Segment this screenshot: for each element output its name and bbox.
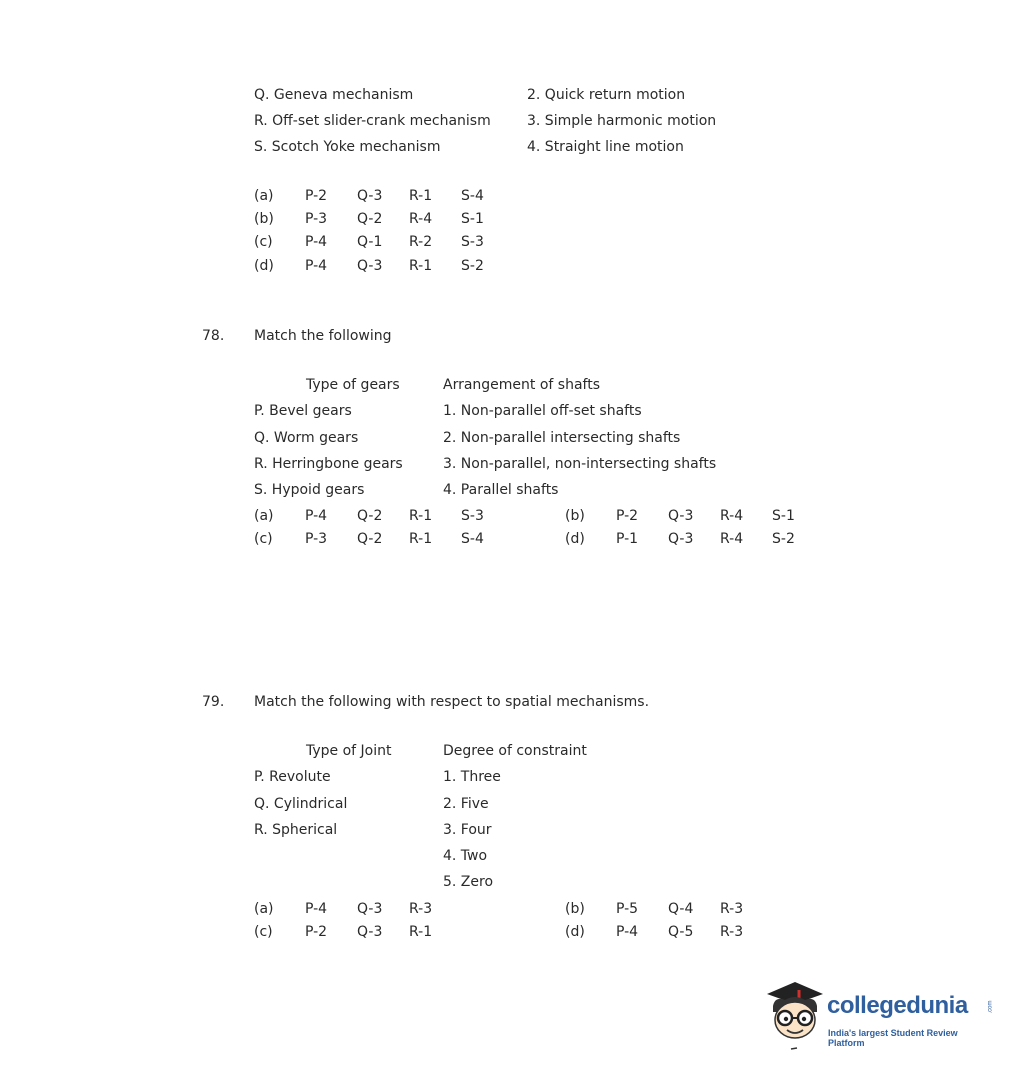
option-q: Q-3 (668, 508, 694, 524)
option-s: S-2 (461, 258, 484, 274)
option-label: (c) (254, 234, 273, 250)
option-label: (a) (254, 508, 274, 524)
option-p: P-3 (305, 531, 328, 547)
option-p: P-4 (305, 508, 328, 524)
option-q: Q-2 (357, 508, 383, 524)
option-label: (b) (565, 901, 585, 917)
q79-right-header: Degree of constraint (443, 743, 587, 759)
option-q: Q-5 (668, 924, 694, 940)
q77-left-item: R. Off-set slider-crank mechanism (254, 113, 491, 129)
q77-right-item: 4. Straight line motion (527, 139, 684, 155)
option-p: P-4 (305, 234, 328, 250)
option-p: P-2 (616, 508, 639, 524)
option-label: (d) (565, 924, 585, 940)
option-r: R-3 (409, 901, 433, 917)
option-label: (d) (565, 531, 585, 547)
collegedunia-logo (765, 982, 995, 1052)
option-r: R-1 (409, 508, 433, 524)
q77-left-item: S. Scotch Yoke mechanism (254, 139, 441, 155)
option-r: R-1 (409, 188, 433, 204)
q78-left-header: Type of gears (306, 377, 400, 393)
q79-number: 79. (202, 694, 225, 710)
q78-number: 78. (202, 328, 225, 344)
q79-right-item: 2. Five (443, 796, 489, 812)
option-s: S-2 (772, 531, 795, 547)
logo-tagline: India's largest Student Review Platform (828, 1028, 958, 1048)
q79-right-item: 1. Three (443, 769, 501, 785)
logo-domain-suffix: .com (987, 1000, 994, 1014)
option-r: R-1 (409, 531, 433, 547)
option-r: R-3 (720, 924, 744, 940)
q77-right-item: 2. Quick return motion (527, 87, 686, 103)
q79-left-item: P. Revolute (254, 769, 331, 785)
option-p: P-3 (305, 211, 328, 227)
option-q: Q-3 (357, 901, 383, 917)
q77-left-item: Q. Geneva mechanism (254, 87, 414, 103)
mascot-icon (765, 982, 825, 1052)
option-p: P-4 (305, 258, 328, 274)
option-p: P-4 (616, 924, 639, 940)
q78-right-item: 1. Non-parallel off-set shafts (443, 403, 642, 419)
option-r: R-4 (720, 508, 744, 524)
q79-left-item: R. Spherical (254, 822, 338, 838)
option-p: P-4 (305, 901, 328, 917)
q79-right-item: 5. Zero (443, 874, 494, 890)
option-q: Q-4 (668, 901, 694, 917)
option-q: Q-2 (357, 531, 383, 547)
q78-right-item: 2. Non-parallel intersecting shafts (443, 430, 681, 446)
q78-right-item: 4. Parallel shafts (443, 482, 559, 498)
option-p: P-2 (305, 188, 328, 204)
option-r: R-3 (720, 901, 744, 917)
q79-question-text: Match the following with respect to spatial mechanisms. (254, 694, 650, 710)
option-s: S-4 (461, 188, 484, 204)
option-r: R-4 (409, 211, 433, 227)
option-label: (b) (565, 508, 585, 524)
option-s: S-3 (461, 234, 484, 250)
option-r: R-2 (409, 234, 433, 250)
q79-right-item: 4. Two (443, 848, 488, 864)
q79-left-header: Type of Joint (306, 743, 392, 759)
q78-left-item: R. Herringbone gears (254, 456, 403, 472)
option-q: Q-3 (357, 258, 383, 274)
q77-right-item: 3. Simple harmonic motion (527, 113, 717, 129)
option-p: P-2 (305, 924, 328, 940)
option-p: P-5 (616, 901, 639, 917)
option-s: S-1 (772, 508, 795, 524)
option-r: R-4 (720, 531, 744, 547)
q79-right-item: 3. Four (443, 822, 492, 838)
option-s: S-1 (461, 211, 484, 227)
option-label: (a) (254, 188, 274, 204)
option-s: S-4 (461, 531, 484, 547)
option-label: (d) (254, 258, 274, 274)
q78-left-item: S. Hypoid gears (254, 482, 365, 498)
q78-left-item: Q. Worm gears (254, 430, 359, 446)
option-q: Q-1 (357, 234, 383, 250)
option-q: Q-3 (357, 924, 383, 940)
option-q: Q-2 (357, 211, 383, 227)
option-s: S-3 (461, 508, 484, 524)
q78-right-header: Arrangement of shafts (443, 377, 601, 393)
q78-question-text: Match the following (254, 328, 392, 344)
q79-left-item: Q. Cylindrical (254, 796, 348, 812)
option-label: (c) (254, 531, 273, 547)
q78-left-item: P. Bevel gears (254, 403, 352, 419)
option-r: R-1 (409, 924, 433, 940)
option-label: (a) (254, 901, 274, 917)
option-q: Q-3 (357, 188, 383, 204)
option-r: R-1 (409, 258, 433, 274)
option-label: (b) (254, 211, 274, 227)
q78-right-item: 3. Non-parallel, non-intersecting shafts (443, 456, 717, 472)
option-p: P-1 (616, 531, 639, 547)
option-label: (c) (254, 924, 273, 940)
logo-brand-text: collegedunia (827, 992, 968, 1019)
option-q: Q-3 (668, 531, 694, 547)
